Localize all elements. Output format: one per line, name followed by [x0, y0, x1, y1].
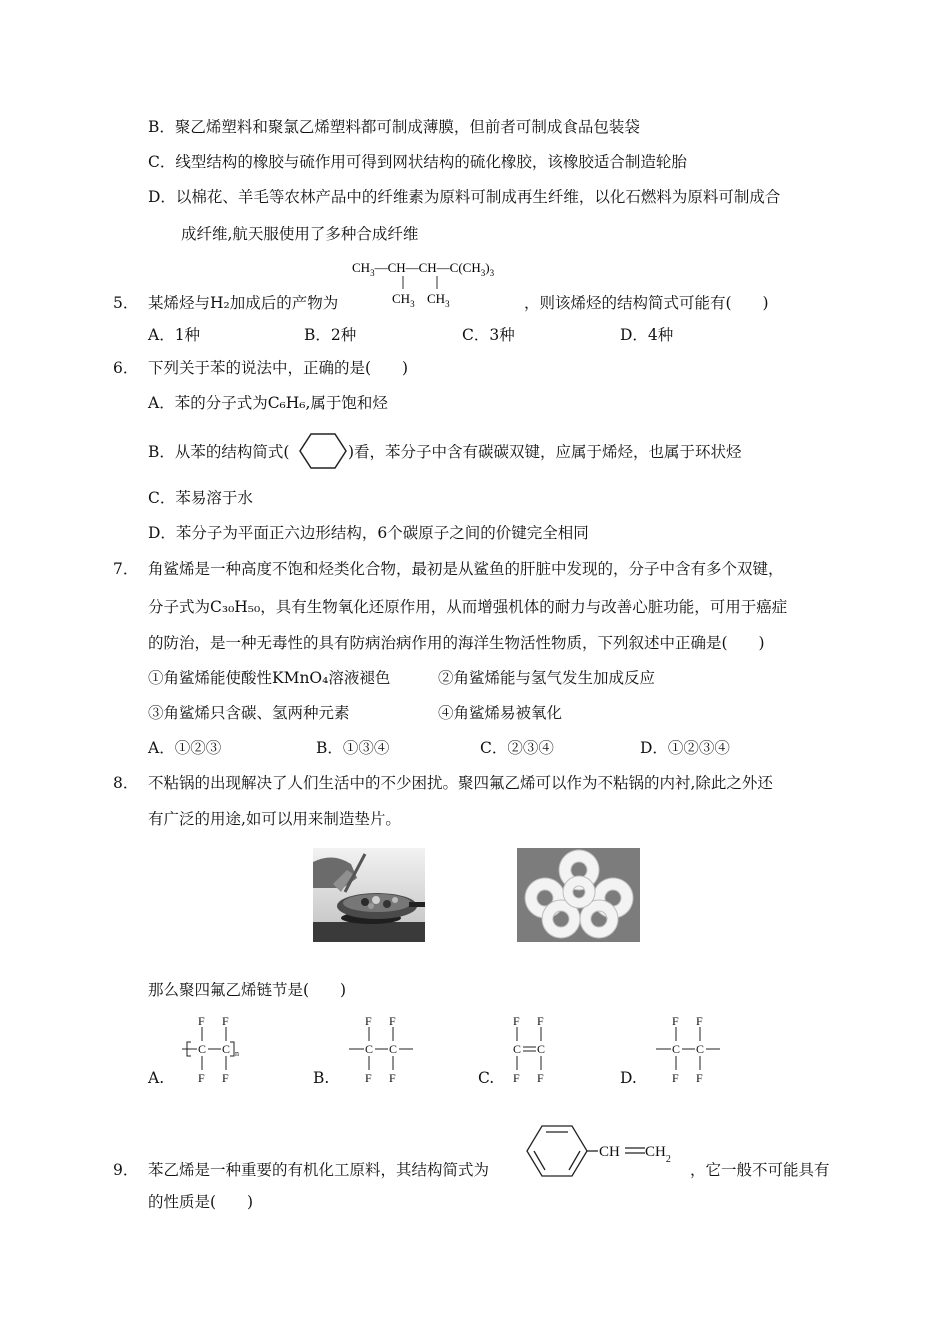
- q7-statement-1: ①角鲨烯能使酸性KMnO₄溶液褪色: [148, 669, 391, 687]
- q5-structure-formula: [348, 256, 538, 312]
- q7-line1: 角鲨烯是一种高度不饱和烃类化合物，最初是从鲨鱼的肝脏中发现的，分子中含有多个双键，: [148, 560, 784, 578]
- q6-number: 6．: [113, 359, 139, 377]
- q5-option-a: A．1种: [148, 326, 201, 344]
- q5-option-c: C．3种: [462, 326, 515, 344]
- q7-statement-2: ②角鲨烯能与氢气发生加成反应: [438, 669, 656, 687]
- q9-stem-a: 苯乙烯是一种重要的有机化工原料，其结构简式为: [148, 1161, 490, 1179]
- q7-line3: 的防治，是一种无毒性的具有防病治病作用的海洋生物活性物质，下列叙述中正确是( ): [148, 634, 765, 652]
- q4-option-d-line1: D．以棉花、羊毛等农林产品中的纤维素为原料可制成再生纤维，以化石燃料为原料可制成合: [148, 188, 781, 206]
- q5-option-d: D．4种: [620, 326, 674, 344]
- q7-option-d: D．①②③④: [640, 739, 730, 757]
- frying-pan-photo: [313, 848, 425, 942]
- q9-vinyl-ch: CH: [599, 1144, 620, 1160]
- q4-option-b: B．聚乙烯塑料和聚氯乙烯塑料都可制成薄膜，但前者可制成食品包装袋: [148, 118, 640, 136]
- svg-text:C: C: [513, 1042, 522, 1056]
- q8-line1: 不粘锅的出现解决了人们生活中的不少困扰。聚四氟乙烯可以作为不粘锅的内衬,除此之外还: [148, 774, 773, 792]
- q8-option-c-label: C.: [478, 1069, 495, 1087]
- q5-number: 5．: [113, 294, 139, 312]
- q5-stem-b: ，则该烯烃的结构简式可能有( ): [524, 294, 769, 312]
- svg-text:F: F: [696, 1071, 703, 1085]
- svg-text:F: F: [222, 1071, 229, 1085]
- q7-number: 7．: [113, 560, 139, 578]
- q8-line2: 有广泛的用途,如可以用来制造垫片。: [148, 810, 401, 828]
- svg-text:F: F: [672, 1014, 679, 1028]
- svg-text:F: F: [198, 1071, 205, 1085]
- q8-option-d-structure: [652, 1012, 726, 1086]
- q8-option-a-structure: [178, 1012, 250, 1086]
- svg-text:n: n: [235, 1049, 239, 1058]
- q9-number: 9．: [113, 1161, 139, 1179]
- q9-vinyl-ch2: $CH_2$: [645, 1144, 671, 1165]
- svg-text:F: F: [365, 1071, 372, 1085]
- svg-text:C: C: [672, 1042, 681, 1056]
- svg-text:C: C: [537, 1042, 546, 1056]
- svg-text:F: F: [513, 1014, 520, 1028]
- q8-option-b-structure: [345, 1012, 419, 1086]
- q7-statement-4: ④角鲨烯易被氧化: [438, 704, 563, 722]
- q7-statement-3: ③角鲨烯只含碳、氢两种元素: [148, 704, 350, 722]
- q8-option-d-label: D.: [620, 1069, 637, 1087]
- svg-text:F: F: [222, 1014, 229, 1028]
- q9-styrene-structure: [524, 1120, 686, 1182]
- q7-option-b: B．①③④: [316, 739, 390, 757]
- svg-text:C: C: [222, 1042, 231, 1056]
- q9-stem-b: ，它一般不可能具有: [690, 1161, 830, 1179]
- q9-line2: 的性质是( ): [148, 1193, 254, 1211]
- svg-text:F: F: [198, 1014, 205, 1028]
- q6-option-b-part1: B．从苯的结构简式(: [148, 443, 290, 461]
- svg-text:C: C: [198, 1042, 207, 1056]
- svg-text:F: F: [389, 1071, 396, 1085]
- q7-option-c: C．②③④: [480, 739, 554, 757]
- q4-option-c: C．线型结构的橡胶与硫作用可得到网状结构的硫化橡胶，该橡胶适合制造轮胎: [148, 153, 687, 171]
- svg-text:F: F: [513, 1071, 520, 1085]
- q8-option-a-label: A.: [148, 1069, 165, 1087]
- svg-text:F: F: [537, 1071, 544, 1085]
- svg-text:C: C: [365, 1042, 374, 1056]
- svg-text:F: F: [537, 1014, 544, 1028]
- q5-option-b: B．2种: [304, 326, 357, 344]
- q8-question: 那么聚四氟乙烯链节是( ): [148, 981, 347, 999]
- q8-option-c-structure: [497, 1012, 559, 1086]
- svg-text:F: F: [389, 1014, 396, 1028]
- q5-branch-1: $CH_3$: [392, 291, 415, 309]
- q6-stem: 下列关于苯的说法中，正确的是( ): [148, 359, 409, 377]
- q5-main-chain: $CH_3—CH—CH—C(CH_3)_3$: [352, 260, 495, 278]
- q7-option-a: A．①②③: [148, 739, 222, 757]
- svg-text:F: F: [365, 1014, 372, 1028]
- q7-line2: 分子式为C₃₀H₅₀，具有生物氧化还原作用，从而增强机体的耐力与改善心脏功能，可用于癌症: [148, 598, 788, 616]
- q5-branch-2: $CH_3$: [427, 291, 450, 309]
- q4-option-d-line2: 成纤维,航天服使用了多种合成纤维: [181, 225, 419, 243]
- svg-text:F: F: [672, 1071, 679, 1085]
- svg-text:C: C: [389, 1042, 398, 1056]
- svg-text:C: C: [696, 1042, 705, 1056]
- svg-text:F: F: [696, 1014, 703, 1028]
- q8-option-b-label: B.: [313, 1069, 330, 1087]
- ptfe-gaskets-photo: [517, 848, 640, 942]
- q6-option-b-part2: )看，苯分子中含有碳碳双键，应属于烯烃，也属于环状烃: [348, 443, 742, 461]
- q6-option-d: D．苯分子为平面正六边形结构，6个碳原子之间的价键完全相同: [148, 524, 589, 542]
- q5-stem-a: 某烯烃与H₂加成后的产物为: [148, 294, 339, 312]
- benzene-ring-icon: [298, 428, 348, 474]
- q6-option-c: C．苯易溶于水: [148, 489, 253, 507]
- q6-option-a: A．苯的分子式为C₆H₆,属于饱和烃: [148, 394, 388, 412]
- q8-number: 8．: [113, 774, 139, 792]
